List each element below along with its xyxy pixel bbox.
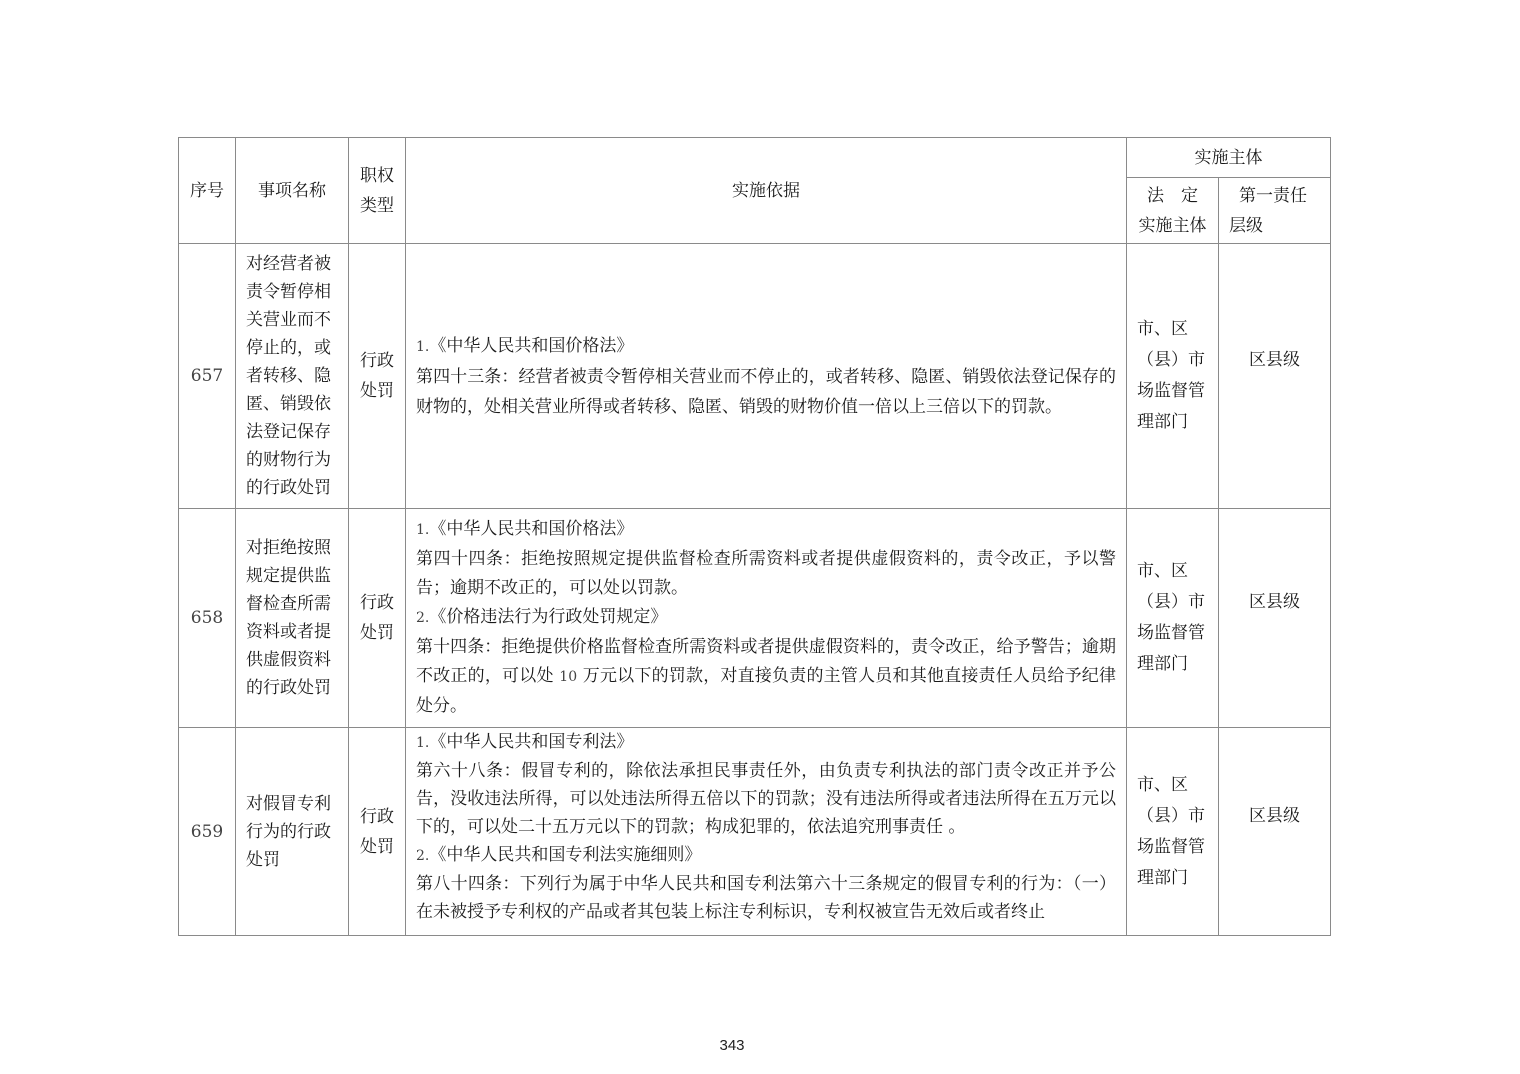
header-type-text: 职权类型 [360, 165, 394, 216]
table-row [179, 244, 1331, 509]
basis-item-number: 2. [416, 848, 430, 864]
basis-article-number: 10 [559, 669, 578, 685]
row-basis [406, 509, 1127, 728]
basis-article: 第六十八条：假冒专利的，除依法承担民事责任外，由负责专利执法的部门责令改正并予公告，没收违法所得，可以处违法所得五倍以下的罚款；没有违法所得或者违法所得在五万元以下的，可以处二十五万元以下的罚款；构成犯罪的，依法追究刑事责任 。 [416, 761, 1116, 837]
row-first-level [1219, 509, 1331, 728]
row-first-level [1219, 244, 1331, 509]
row-type [349, 728, 406, 936]
row-seq: 657 [179, 244, 236, 509]
row-first-level-text: 区县级 [1249, 805, 1300, 826]
basis-law-title [416, 331, 1116, 362]
basis-title-text: 《中华人民共和国专利法》 [429, 732, 634, 752]
table-row [179, 509, 1331, 728]
row-basis [406, 728, 1127, 936]
basis-article [416, 633, 1116, 721]
row-type-text: 行政处罚 [360, 806, 394, 857]
basis-law-title [416, 603, 1116, 633]
basis-article: 第四十三条：经营者被责令暂停相关营业而不停止的，或者转移、隐匿、销毁依法登记保存的财物的，处相关营业所得或者转移、隐匿、销毁的财物价值一倍以上三倍以下的罚款。 [416, 366, 1116, 417]
basis-law-title [416, 728, 1116, 757]
basis-law-title [416, 515, 1116, 545]
header-name: 事项名称 [236, 138, 349, 244]
row-first-level-text: 区县级 [1249, 592, 1300, 612]
row-type-text: 行政处罚 [360, 593, 394, 643]
row-type-text: 行政处罚 [360, 351, 394, 401]
basis-law-title [416, 841, 1116, 870]
row-type [349, 244, 406, 509]
header-seq: 序号 [179, 138, 236, 244]
header-first-level-l2: 层级 [1229, 215, 1263, 236]
table-row [179, 728, 1331, 936]
row-type [349, 509, 406, 728]
page-number: 343 [719, 1037, 745, 1054]
header-first-level [1219, 178, 1331, 244]
basis-title-text: 《中华人民共和国专利法实施细则》 [429, 845, 702, 865]
header-legal-subject-l2: 实施主体 [1138, 215, 1207, 236]
basis-item-number: 2. [416, 610, 430, 626]
row-first-level-text: 区县级 [1249, 350, 1300, 370]
basis-title-text: 《中华人民共和国价格法》 [429, 335, 634, 356]
row-first-level [1219, 728, 1331, 936]
header-first-level-l1: 第一责任 [1239, 185, 1307, 206]
basis-title-text: 《中华人民共和国价格法》 [429, 519, 634, 539]
basis-item-number: 1. [416, 735, 430, 751]
row-name: 对假冒专利行为的行政处罚 [236, 728, 349, 936]
header-type [349, 138, 406, 244]
row-name: 对经营者被责令暂停相关营业而不停止的，或者转移、隐匿、销毁依法登记保存的财物行为的行政处罚 [236, 244, 349, 509]
matters-table [178, 137, 1331, 936]
basis-title-text: 《价格违法行为行政处罚规定》 [429, 607, 668, 627]
row-seq: 659 [179, 728, 236, 936]
row-basis [406, 244, 1127, 509]
row-legal-subject: 市、区（县）市场监督管理部门 [1127, 728, 1219, 936]
row-legal-subject: 市、区（县）市场监督管理部门 [1127, 244, 1219, 509]
basis-article-part: 第十四条：拒绝提供价格监督检查所需资料或者提供虚假资料的，责令改正，给予警告；逾期不改正的，可以处 [416, 637, 1116, 686]
basis-article: 第八十四条：下列行为属于中华人民共和国专利法第六十三条规定的假冒专利的行为：（一）在未被授予专利权的产品或者其包装上标注专利标识，专利权被宣告无效后或者终止 [416, 874, 1116, 922]
basis-item-number: 1. [416, 338, 430, 355]
row-name: 对拒绝按照规定提供监督检查所需资料或者提供虚假资料的行政处罚 [236, 509, 349, 728]
basis-article: 第四十四条：拒绝按照规定提供监督检查所需资料或者提供虚假资料的，责令改正，予以警告；逾期不改正的，可以处以罚款。 [416, 549, 1116, 598]
header-subject-group: 实施主体 [1127, 138, 1331, 178]
basis-article-part: 万元以下的罚款，对直接负责的主管人员和其他直接责任人员给予纪律处分。 [416, 666, 1117, 716]
header-legal-subject-l1: 法 定 [1147, 185, 1198, 206]
row-seq: 658 [179, 509, 236, 728]
header-basis: 实施依据 [406, 138, 1127, 244]
basis-item-number: 1. [416, 522, 430, 538]
header-legal-subject [1127, 178, 1219, 244]
basis-clip [416, 728, 1116, 934]
row-legal-subject: 市、区（县）市场监督管理部门 [1127, 509, 1219, 728]
